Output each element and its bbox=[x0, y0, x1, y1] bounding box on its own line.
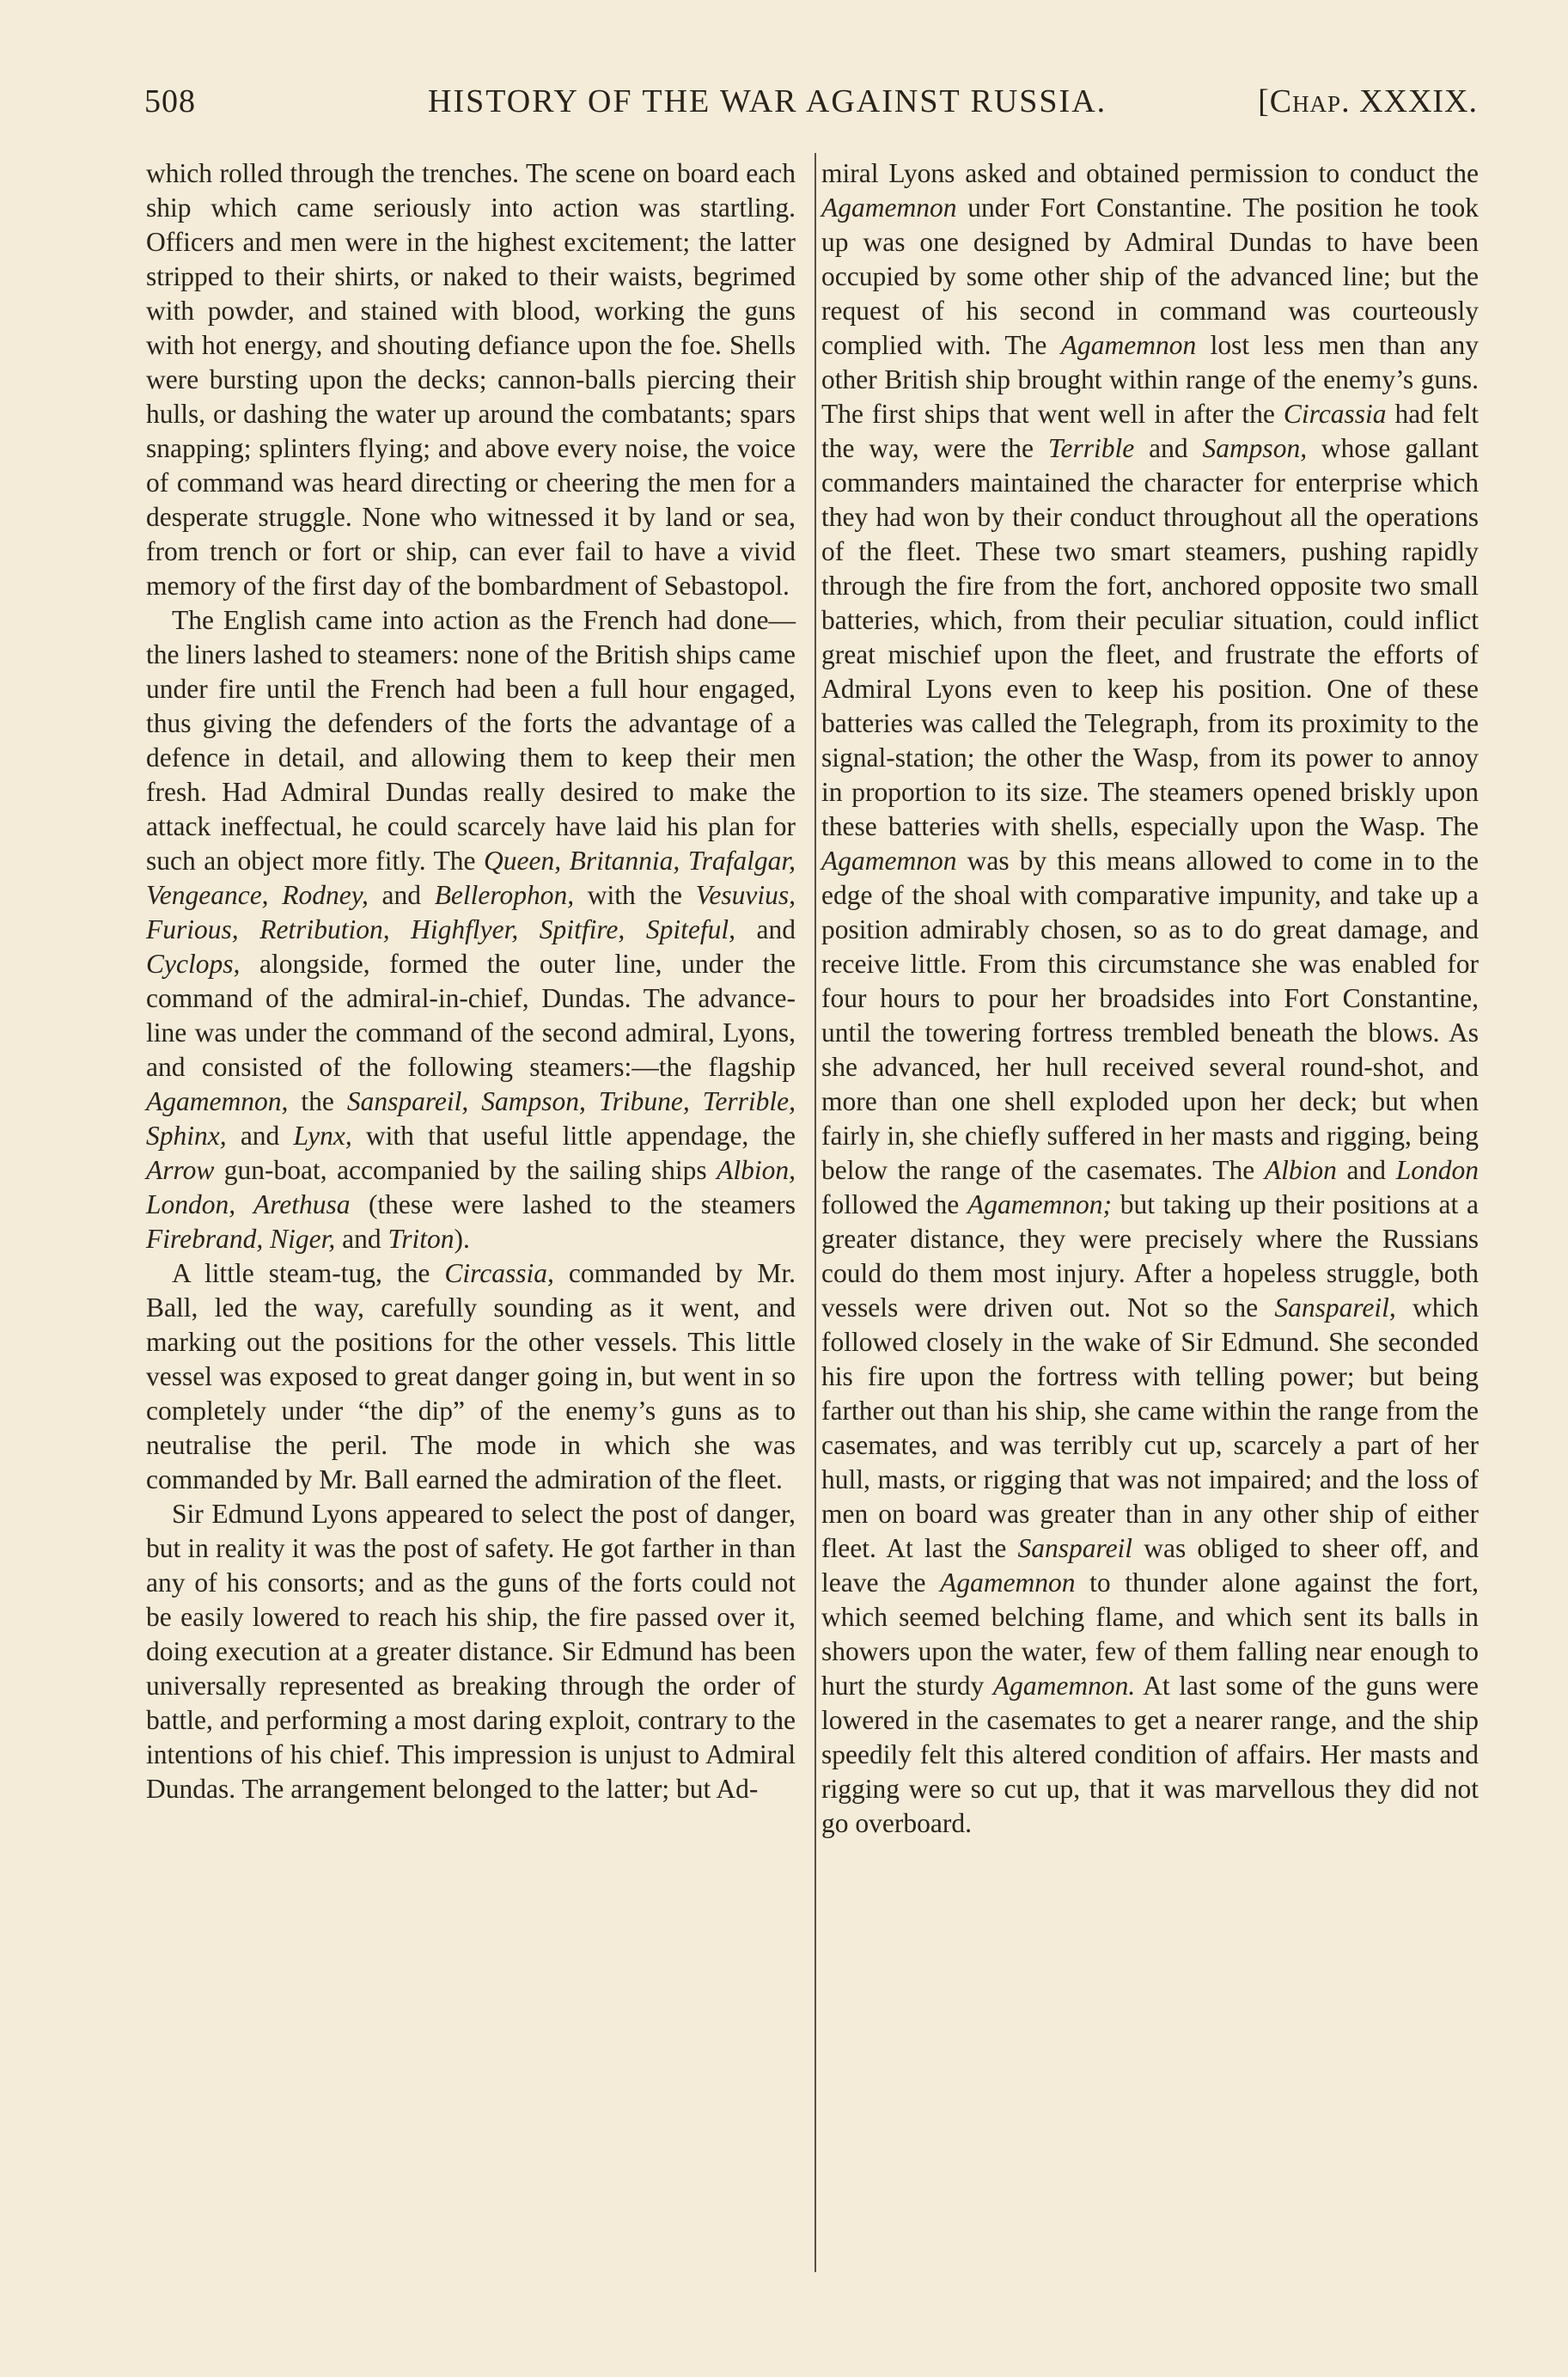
italic-text: Triton bbox=[387, 1224, 455, 1254]
italic-text: Agamemnon. bbox=[992, 1671, 1136, 1701]
paragraph bbox=[146, 1256, 796, 1497]
italic-text: London bbox=[1395, 1155, 1479, 1185]
text-run: and bbox=[335, 1224, 388, 1254]
text-run: was obliged to sheer off, and leave the bbox=[821, 1533, 1479, 1598]
text-run: miral Lyons asked and obtained permission to conduct the bbox=[821, 158, 1479, 188]
italic-text: Circassia, bbox=[444, 1258, 554, 1288]
italic-text: Queen, Britannia, Trafalgar, Vengeance, Rodney, bbox=[146, 846, 796, 910]
text-run: At last some of the guns were lowered in the casemates to get a nearer range, and the ship speedily felt this altered condition of affairs. Her masts and rigging were so cut up, that it was marvellous they did not go overboard. bbox=[821, 1671, 1479, 1838]
paragraph bbox=[821, 156, 1479, 1841]
text-run: whose gallant commanders maintained the character for enterprise which they had won by their conduct throughout all the operations of the fleet. These two smart steamers, pushing rapidly through the fire from the fort, anchored opposite two small batteries, which, from their peculiar situation, could inflict great mischief upon the fleet, and frustrate the efforts of Admiral Lyons even to keep his position. One of these batteries was called the Telegraph, from its proximity to the signal-station; the other the Wasp, from its power to annoy in proportion to its size. The steamers opened briskly upon these batteries with shells, especially upon the Wasp. The bbox=[821, 433, 1479, 841]
paragraph bbox=[146, 1497, 796, 1806]
italic-text: Agamemnon bbox=[821, 192, 957, 223]
text-run: and bbox=[1336, 1155, 1396, 1185]
page-number: 508 bbox=[144, 83, 196, 119]
text-run: and bbox=[735, 914, 796, 944]
text-run: the bbox=[288, 1086, 347, 1116]
italic-text: Vesuvius, Furious, Retribution, Highflyer, Spitfire, Spiteful, bbox=[146, 880, 796, 944]
italic-text: Bellerophon, bbox=[434, 880, 575, 910]
text-run: which followed closely in the wake of Sir Edmund. She seconded his fire upon the fortress with telling power; but being farther out than his ship, she came within the range from the casemates, and was terribly cut up, scarcely a part of her hull, masts, or rigging that was not impaired; and the loss of men on board was greater than in any other ship of either fleet. At last the bbox=[821, 1292, 1479, 1563]
text-run: ). bbox=[454, 1224, 470, 1254]
text-run: under Fort Constantine. The position he took up was one designed by Admiral Dundas to have been occupied by some other ship of the advanced line; but the request of his second in command was courteously complied with. The bbox=[821, 192, 1479, 360]
right-column bbox=[821, 156, 1479, 1841]
text-run: gun-boat, accompanied by the sailing ships bbox=[214, 1155, 717, 1185]
italic-text: Sampson, bbox=[1202, 433, 1308, 463]
text-run: Sir Edmund Lyons appeared to select the post of danger, but in reality it was the post of safety. He got farther in than any of his consorts; and as the guns of the forts could not be easily lowered to reach his ship, the fire passed over it, doing execution at a greater distance. Sir Edmund has been universally represented as breaking through the order of battle, and performing a most daring exploit, contrary to the intentions of his chief. This impression is unjust to Admiral Dundas. The arrangement belonged to the latter; but Ad- bbox=[146, 1499, 796, 1804]
italic-text: Lynx, bbox=[293, 1121, 352, 1151]
running-header bbox=[144, 82, 1478, 134]
text-run: had felt the way, were the bbox=[821, 399, 1479, 463]
text-run: but taking up their positions at a greater distance, they were precisely where the Russians could do them most injury. After a hopeless struggle, both vessels were driven out. Not so the bbox=[821, 1189, 1479, 1323]
text-run: which rolled through the trenches. The scene on board each ship which came seriously into action was startling. Officers and men were in the highest excitement; the latter stripped to their shirts, or naked to their waists, begrimed with powder, and stained with blood, working the guns with hot energy, and shouting defiance upon the foe. Shells were bursting upon the decks; cannon-balls piercing their hulls, or dashing the water up around the combatants; spars snapping; splinters flying; and above every noise, the voice of command was heard directing or cheering the men for a desperate struggle. None who witnessed it by land or sea, from trench or fort or ship, can ever fail to have a vivid memory of the first day of the bombardment of Sebastopol. bbox=[146, 158, 796, 601]
italic-text: Terrible bbox=[1047, 433, 1135, 463]
italic-text: Agamemnon bbox=[940, 1567, 1076, 1598]
text-run: lost less men than any other British ship brought within range of the enemy’s guns. The first ships that went well in after the bbox=[821, 330, 1479, 429]
text-run: to thunder alone against the fort, which seemed belching flame, and which sent its balls in showers upon the water, few of them falling near enough to hurt the sturdy bbox=[821, 1567, 1479, 1701]
paragraph bbox=[146, 156, 796, 603]
left-column bbox=[146, 156, 796, 1806]
italic-text: Agamemnon, bbox=[146, 1086, 289, 1116]
chapter-label: [Chap. XXXIX. bbox=[1258, 83, 1478, 119]
italic-text: Albion, London, Arethusa bbox=[146, 1155, 796, 1219]
italic-text: Agamemnon; bbox=[967, 1189, 1112, 1219]
running-title: HISTORY OF THE WAR AGAINST RUSSIA. bbox=[428, 83, 1107, 119]
italic-text: Firebrand, Niger, bbox=[146, 1224, 336, 1254]
italic-text: Circassia bbox=[1283, 399, 1387, 429]
paragraph bbox=[146, 603, 796, 1256]
italic-text: Sanspareil bbox=[1017, 1533, 1133, 1563]
text-run: and bbox=[368, 880, 435, 910]
italic-text: Sanspareil, bbox=[1274, 1292, 1396, 1323]
text-run: and bbox=[1134, 433, 1203, 463]
italic-text: Cyclops, bbox=[146, 949, 241, 979]
text-run: commanded by Mr. Ball, led the way, carefully sounding as it went, and marking out the positions for the other vessels. This little vessel was exposed to great danger going in, but went in so completely under “the dip” of the enemy’s guns as to neutralise the peril. The mode in which she was commanded by Mr. Ball earned the admiration of the fleet. bbox=[146, 1258, 796, 1494]
text-run: A little steam-tug, the bbox=[172, 1258, 445, 1288]
text-run: with the bbox=[574, 880, 696, 910]
italic-text: Albion bbox=[1264, 1155, 1337, 1185]
text-run: followed the bbox=[821, 1189, 967, 1219]
text-run: with that useful little appendage, the bbox=[351, 1121, 796, 1151]
italic-text: Agamemnon bbox=[1060, 330, 1197, 360]
text-run: and bbox=[226, 1121, 294, 1151]
italic-text: Agamemnon bbox=[821, 846, 957, 876]
column-divider bbox=[815, 153, 816, 2272]
text-run: (these were lashed to the steamers bbox=[350, 1189, 796, 1219]
italic-text: Arrow bbox=[146, 1155, 215, 1185]
text-run: alongside, formed the outer line, under the command of the admiral-in-chief, Dundas. The advance-line was under the command of the second admiral, Lyons, and consisted of the following steamers:—the flagship bbox=[146, 949, 796, 1082]
italic-text: Sanspareil, Sampson, Tribune, Terrible, Sphinx, bbox=[146, 1086, 796, 1151]
text-run: was by this means allowed to come in to the edge of the shoal with comparative impunity, and take up a position admirably chosen, so as to do great damage, and receive little. From this circumstance she was enabled for four hours to pour her broadsides into Fort Constantine, until the towering fortress trembled beneath the blows. As she advanced, her hull received several round-shot, and more than one shell exploded upon her deck; but when fairly in, she chiefly suffered in her masts and rigging, being below the range of the casemates. The bbox=[821, 846, 1479, 1185]
text-run: The English came into action as the French had done—the liners lashed to steamers: none of the British ships came under fire until the French had been a full hour engaged, thus giving the defenders of the forts the advantage of a defence in detail, and allowing them to keep their men fresh. Had Admiral Dundas really desired to make the attack ineffectual, he could scarcely have laid his plan for such an object more fitly. The bbox=[146, 605, 796, 876]
